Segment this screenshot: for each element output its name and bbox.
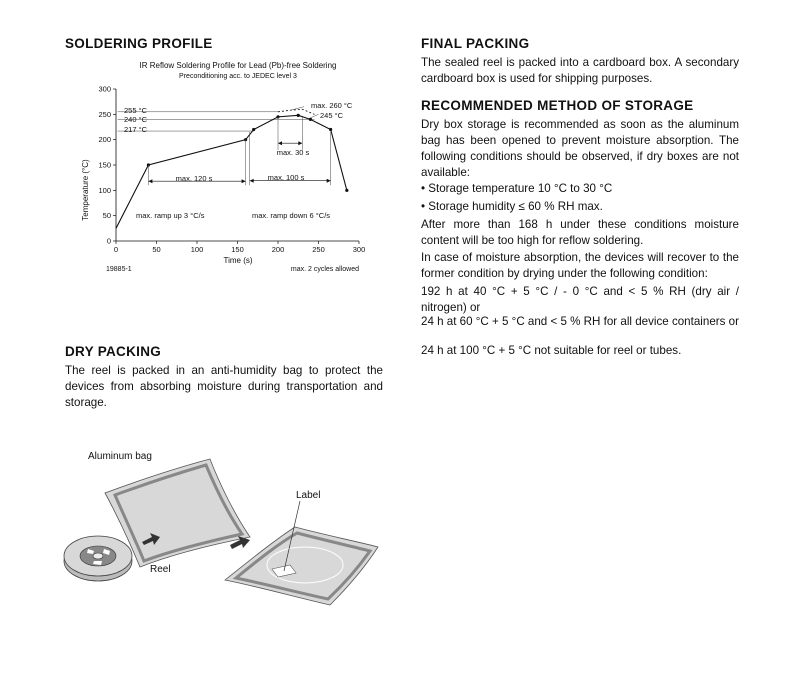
y-tick-label: 250 [98, 109, 111, 119]
storage-recover: In case of moisture absorption, the devices will recover to the former condition by drying under the following condition: [421, 251, 739, 280]
annotation-245: 245 °C [320, 111, 344, 120]
profile-point [252, 128, 255, 131]
storage-bullet-humidity: • Storage humidity ≤ 60 % RH max. [421, 200, 603, 213]
annotation-rampdown: max. ramp down 6 °C/s [252, 211, 331, 220]
profile-point [345, 189, 348, 192]
annotation-rampup: max. ramp up 3 °C/s [136, 211, 205, 220]
dim-120s-head [148, 179, 152, 183]
packing-illustration [60, 445, 390, 615]
y-tick-label: 50 [102, 211, 111, 221]
annotation-max30: max. 30 s [276, 148, 310, 157]
y-tick-label: 100 [98, 185, 111, 195]
reflow-chart [70, 56, 390, 286]
chart-ylabel: Temperature (°C) [81, 159, 90, 221]
dim-100s-head [250, 179, 254, 183]
y-tick-label: 200 [98, 135, 111, 145]
sealed-bag [225, 501, 378, 605]
storage-intro: Dry box storage is recommended as soon as the aluminum bag has been opened to prevent moisture absorption. The following conditions should be observed, if dry boxes are not available: [421, 118, 739, 179]
storage-bullet-temperature: • Storage temperature 10 °C to 30 °C [421, 182, 613, 195]
soldering-heading: SOLDERING PROFILE [65, 36, 213, 51]
profile-point [309, 118, 312, 121]
storage-condition-1: 192 h at 40 °C + 5 °C / - 0 °C and < 5 % RH (dry air / nitrogen) or [421, 285, 739, 314]
annotation-cycles: max. 2 cycles allowed [290, 266, 359, 273]
storage-condition-3: 24 h at 100 °C + 5 °C not suitable for reel or tubes. [421, 344, 682, 357]
reel [64, 536, 132, 581]
aluminum-bag-label: Aluminum bag [88, 451, 152, 462]
annotation-max260: max. 260 °C [311, 101, 353, 110]
label-label: Label [296, 490, 321, 501]
figure-id: 19885-1 [106, 266, 132, 273]
storage-condition-2: 24 h at 60 °C + 5 °C and < 5 % RH for all device containers or [421, 315, 739, 328]
final-packing-text: The sealed reel is packed into a cardboard box. A secondary cardboard box is used for shipping purposes. [421, 56, 739, 85]
dry-packing-heading: DRY PACKING [65, 344, 162, 359]
y-tick-label: 0 [106, 236, 111, 246]
reel-label: Reel [150, 564, 171, 575]
annotation-max120: max. 120 s [175, 174, 213, 183]
dim-120s-head [242, 179, 246, 183]
bullet-text: Storage temperature 10 °C to 30 °C [428, 182, 613, 195]
leader-line [290, 107, 304, 111]
chart-xlabel: Time (s) [223, 256, 253, 265]
x-tick-label: 300 [352, 245, 366, 254]
y-tick-label: 150 [98, 160, 111, 170]
x-tick-label: 50 [152, 245, 161, 254]
storage-after: After more than 168 h under these conditions moisture content will be too high for reflow soldering. [421, 218, 739, 247]
dim-100s-head [327, 179, 331, 183]
label-217: 217 °C [124, 125, 148, 134]
profile-point [297, 114, 300, 117]
annotation-max100: max. 100 s [267, 173, 305, 182]
x-tick-label: 150 [231, 245, 244, 254]
dim-30s-head [278, 141, 282, 145]
x-tick-label: 100 [190, 245, 204, 254]
x-tick-label: 200 [271, 245, 285, 254]
x-tick-label: 250 [312, 245, 325, 254]
bullet-text: Storage humidity ≤ 60 % RH max. [428, 200, 603, 213]
chart-subtitle: Preconditioning acc. to JEDEC level 3 [179, 73, 297, 80]
y-tick-label: 300 [98, 84, 111, 94]
label-240: 240 °C [124, 115, 148, 124]
max-curve-line [278, 109, 314, 114]
dim-30s-head [298, 141, 302, 145]
x-tick-label: 0 [113, 245, 119, 254]
label-255: 255 °C [124, 106, 148, 115]
profile-point [329, 128, 332, 131]
leader-line [310, 114, 318, 118]
storage-heading: RECOMMENDED METHOD OF STORAGE [421, 98, 694, 113]
final-packing-heading: FINAL PACKING [421, 36, 530, 51]
dry-packing-text: The reel is packed in an anti-humidity bag to protect the devices from absorbing moisture during transportation and storage. [65, 364, 383, 409]
chart-title: IR Reflow Soldering Profile for Lead (Pb)-free Soldering [139, 61, 337, 70]
